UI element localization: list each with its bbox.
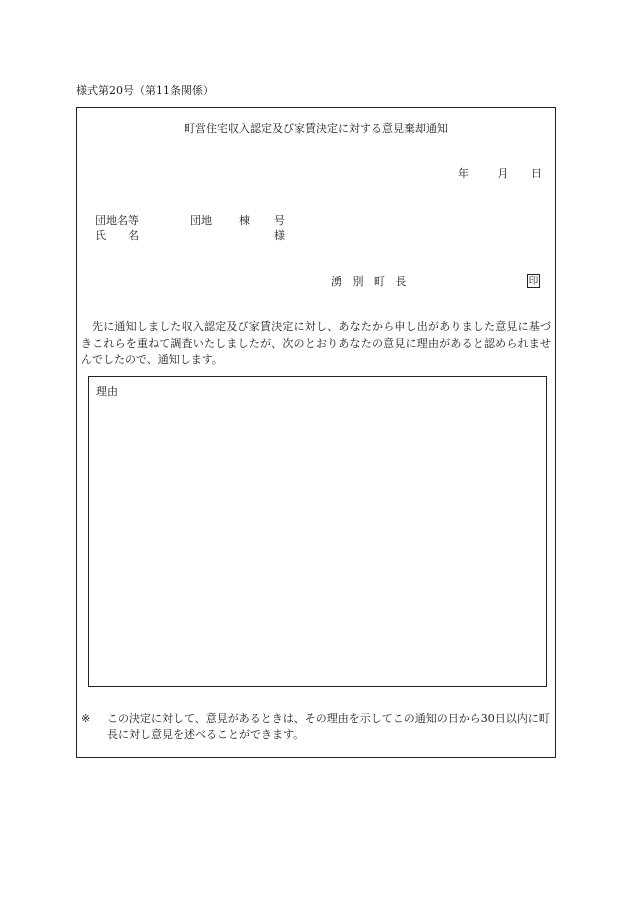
reason-box[interactable]: [88, 376, 547, 687]
name-label: 氏 名: [95, 229, 139, 242]
complex-name-label: 団地名等: [95, 214, 139, 227]
document-title: 町営住宅収入認定及び家賃決定に対する意見棄却通知: [184, 122, 448, 135]
sender-title: 湧別町長: [331, 275, 417, 288]
notice-form: [76, 107, 556, 758]
year-label: 年: [458, 167, 469, 180]
seal-mark: 印: [528, 276, 539, 287]
unit-label: 号: [274, 214, 285, 227]
month-label: 月: [497, 167, 509, 180]
day-label: 日: [531, 167, 542, 180]
complex-label: 団地: [190, 214, 212, 227]
note-text: この決定に対して、意見があるときは、その理由を示してこの通知の日から30日以内に町長に対し意見を述べることができます。: [107, 712, 550, 741]
building-label: 棟: [239, 214, 250, 227]
date-row: [458, 167, 542, 181]
form-number: 様式第20号（第11条関係）: [76, 84, 214, 97]
note-mark: ※: [81, 712, 91, 725]
honorific: 様: [274, 229, 285, 242]
body-text: 先に通知しました収入認定及び家賃決定に対し、あなたから申し出がありました意見に基づきこれらを重ねて調査いたしましたが、次のとおりあなたの意見に理由があると認められませんでしたので、通知します。: [81, 320, 551, 366]
appeal-note: [81, 711, 551, 743]
reason-label: 理由: [96, 385, 118, 398]
